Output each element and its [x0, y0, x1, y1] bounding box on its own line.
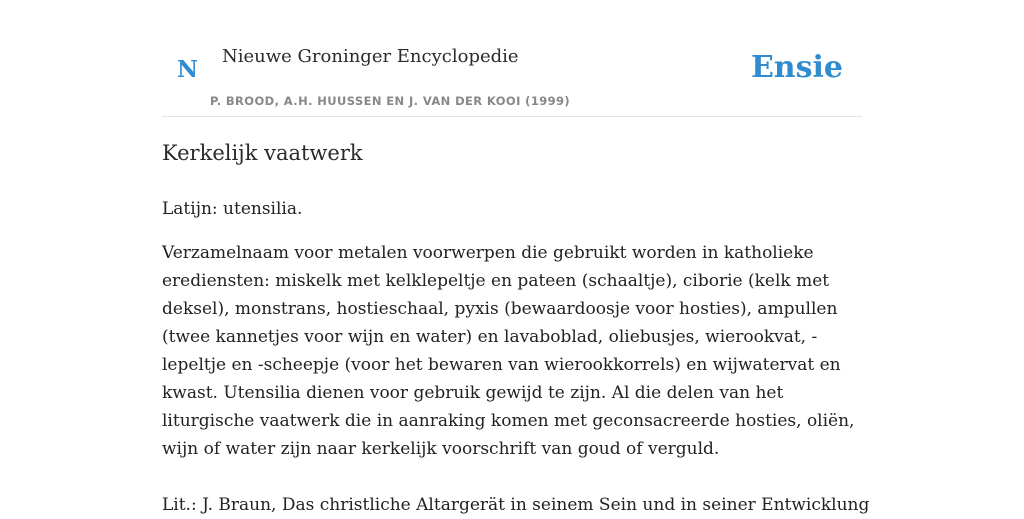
publication-authors: P. BROOD, A.H. HUUSSEN EN J. VAN DER KOOI (1999): [210, 94, 571, 108]
header: [162, 0, 862, 117]
page: [162, 0, 870, 515]
article-literature: Lit.: J. Braun, Das christliche Altargerät in seinem Sein und in seiner Entwicklung: [162, 495, 870, 515]
article-title: Kerkelijk vaatwerk: [162, 141, 363, 165]
article-body: Verzamelnaam voor metalen voorwerpen die gebruikt worden in katholieke erediensten: miskelk met kelklepeltje en pateen (schaaltje), ciborie (kelk met deksel), monstrans, hostieschaal, pyxis (bewaardoosje voor hosties), ampullen (twee kannetjes voor wijn en water) en lavaboblad, oliebusjes, wierookvat, -lepeltje en -scheepje (voor het bewaren van wierookkorrels) en wijwatervat en kwast. Utensilia dienen voor gebruik gewijd te zijn. Al die delen van het liturgische vaatwerk die in aanraking komen met geconsacreerde hosties, oliën, wijn of water zijn naar kerkelijk voorschrift van goud of verguld.: [162, 243, 855, 459]
ensie-logo[interactable]: Ensie: [750, 50, 843, 85]
publication-logo[interactable]: N: [177, 56, 199, 83]
publication-title[interactable]: Nieuwe Groninger Encyclopedie: [222, 46, 519, 67]
article-latin: Latijn: utensilia.: [162, 199, 303, 219]
